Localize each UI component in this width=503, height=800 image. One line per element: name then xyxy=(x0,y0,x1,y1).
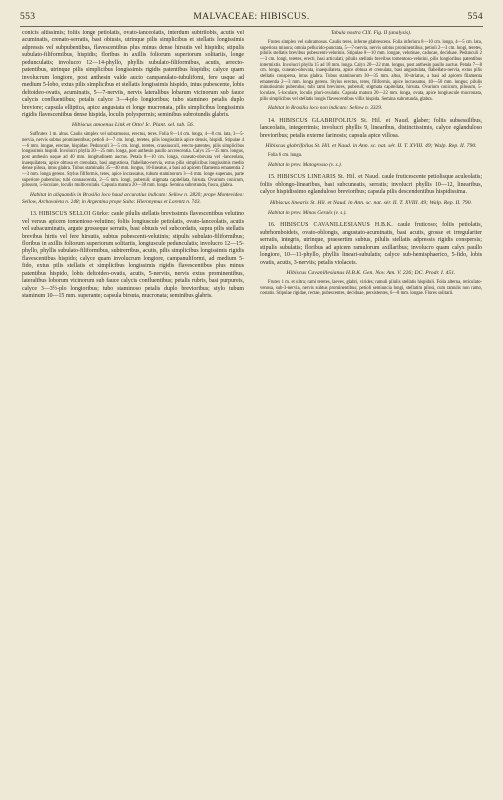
habitat-note: Habitat in prov. Minas Geraës (v. s.). xyxy=(268,209,347,216)
species-entry xyxy=(260,174,482,196)
description-paragraph: Frutex 1 m. et ultra; rami teretes, laeves, glabri, virides; ramuli pilulis stellatis hispiduli. Folia alterna, reticulato-venosa, sub-3-nervia, nervis subtus prominentibus; petioli semiuncia longi, stellatim pilosi, cum ramulis non ramo, costatis. Stipulae rigidae, rectae, pubescentes, deciduae, persistentes, 6—8 mm. longae. Flores solitarii. xyxy=(260,280,482,297)
species-entry xyxy=(260,222,482,267)
habitat-note: Habitat in aliquandis in Brasilia loco haud accuratius indicato: Sellow n. 2820; prope Montevideo: Sellow, Archavaleta n. 248; in Argentina prope Salta: Hieronymus et Lorentz n. 743. xyxy=(22,192,244,205)
species-entry xyxy=(260,118,482,140)
running-header xyxy=(20,12,483,26)
habitat-note: Habitat in prov. Matogrosso (v. s.). xyxy=(268,161,343,168)
species-number: 15. xyxy=(268,174,276,181)
species-number: 16. xyxy=(268,222,276,229)
species-name: HIBISCUS SELLOI Gürke: xyxy=(38,211,110,218)
plate-caption: Tabula nostra CIX. Fig. II (analysis). xyxy=(330,30,412,36)
habitat-note: Habitat in Brasilia loco non indicato: Sellow n. 3329. xyxy=(268,105,383,112)
synonym-citation: Hibiscus linearis St. Hil. et Naud. in Ann. sc. nat. sér. II. T. XVIII. 49; Walp. Rep. II. 790. xyxy=(269,199,473,206)
species-entry xyxy=(22,211,244,300)
description-paragraph: Folia 6 cm. longa. xyxy=(268,153,302,159)
species-name: HIBISCUS GLABRIFOLIUS St. Hil. et Naud. xyxy=(279,117,410,124)
synonym-citation: Hibiscus Cavanillesianus H.B.K. Gen. Nov. Am. V. 226; DC. Prodr. I. 451. xyxy=(286,270,456,277)
synonym-citation: Hibiscus amoenus Link et Otto! Ic. Plant. sel. tab. 56. xyxy=(71,122,195,129)
left-column xyxy=(22,30,244,782)
diagnosis-paragraph: conicis altissimis; foliis longe petiolatis, ovato-lanceolatis, interdum subtrilobis, acutis vel acuminatis, crenato-serratis, basi obtusis, utrinque pilis simplicibus et stellatis longissimis adpressis vel subpubentibus, flavescentibus plus minus dense hirsutis vel hispidis; stipulis subulato-filiformibus, hispidis; floribus in axillis foliorum superiorum solitariis, longe pedunculatis; involucro 12—14-phyllo, phyllis subulato-filiformibus, acutis, arrecto-patentibus, utrinque pilis simplicibus longissimis rigidis patentibus hispidis; calyce quam involucrum longiore, post anthesin valde aucto campanulato-tubulifomi, fere usque ad medium 5-lobo, extus pilis simplicibus et stellatis longissimis hispido, intus pubescente, lobis deltoideo-ovatis, acuminatis, 5—7-nerviis, nervis lateralibus lobarum vicinorum sub fauce calycis confluentibus; petalis calyce 3—4-plo longioribus; tubo stamineo petalis duplo breviore; capsula elliptica, apice angustata et longe mucronata, pilis simplicibus longissimis rigidis flavescentibus dense hispida, loculis polyspermis; seminibus subrotundis glabris. xyxy=(22,30,244,118)
species-number: 13. xyxy=(30,211,38,218)
header-rule xyxy=(20,26,483,27)
page-number-right: 554 xyxy=(467,12,483,22)
page-number-left: 553 xyxy=(20,12,36,22)
right-column xyxy=(260,30,482,782)
species-diagnosis: caule fruticoso; foliis petiolatis, subrhomboideis, ovato-oblongis, angustato-acuminatis, basi acutis, grosse et irregulariter serratis, integris, utrinque, praesertim subtus, pilulis stellatis adpressis rigidis conspersis; stipulis subulatis; floribus ad apicem ramulorum axillaribus; involucro quam calyx paullo longiore, 10—11-phyllo, phyllis lineari-subulatis; calyce sub-hemisphaerico, 5-fido, lobis ovatis, acutis, 3-nerviis; petalis violaceis. xyxy=(260,222,482,266)
species-number: 14. xyxy=(268,117,276,124)
description-paragraph: Suffrutex 1 m. altus. Caulis simplex vel subramosus, erectus, teres. Folia 8—14 cm. longa, 4—8 cm. lata, 3—5-nervia, nervis subtus prominentibus; petioli 4—7 cm. longi, teretes, pilis longissimis apice densis, hispidi. Stipulae 4—6 mm. longae, erectae, hispidae. Pedunculi 3—5 cm. longi, teretes, crassiusculi, erecto-patentes, pilis simplicibus longissimis hispidi. Involucri phylla 20—25 mm. longa, post anthesin paullo accrescentia. Calyx 25—35 mm. longus, post anthesin usque ad 40 mm. longitudinem auctus. Petala 8—10 cm. longa, cuneato-obovata vel -lanceolata, inaequilatera, apice obtusa et crenulata, basi angustiora, flabellato-nervia, extus pilis simplicibus longissimis medio dense pilosa, intus glabra. Tubus staminalis 35—40 mm. longus, 10-lineatus, a basi ad apicem filamenta emanentia 2—3 mm. longa gerens. Stylus filiformis, teres, apice incrassatus, tubum staminorum 3—4 mm. longe superans, parte superiore puberulus; tubi connascentia, 2—5 mm. longi, puberuli; stigmata capitellata, hirsuta. Ovarium conicum, pilosum, 5-loculare, loculis multiovulatis. Capsula matura 20—30 mm. longa. Semina subrotunda, fusca, glabra. xyxy=(22,132,244,189)
species-name: HIBISCUS LINEARIS St. Hil. et Naud. xyxy=(277,174,381,181)
running-title: MALVACEAE: HIBISCUS. xyxy=(193,12,310,22)
species-diagnosis: caule fruticescente petiolisque aculeolatis; foliis oblongo-linearibus, basi subcuneatis, serratis; involucri phyllis 10—12, linearibus, calyce hispidissimo eglandulosо brevioribus; capsula pilis descendentibus hispidissima. xyxy=(260,174,482,196)
description-paragraph: Frutex simplex vel subramosus. Caulis teres, inferne glabrescens. Folia inferiora 8—10 cm. longa, 4—5 cm. lata, superiora minora; omnia pellucido-punctata, 5—7-nervia, nervis subtus prominentibus; petioli 2—3 cm. longi, teretes, pilulis stellatis brevibus pubescenti-velutinis. Stipulae 8—10 mm. longae, velutinae, caducae, deciduae. Pedunculi 2—3 cm. longi, teretes, erecti, basi articulati, pilulis stellatis brevibus tomentoso-velutini, pilis longioribus patentibus intermixtis. Involucri phylla 15 ad 18 mm. longa. Calyx 20—22 mm. longus, post anthesin paullo auctus. Petala 7—8 cm. longa, cuneato-obovata, inaequilatera, apice obtusa et crenulata, basi angustulata, flabellato-nervia, extus pilis stellatis conspersa, intus glabra. Tubus staminorum 30—35 mm. altus, 10-striatus, a basi ad apicem filamenta emanentia 2—3 mm. longa gerens. Stylus erectus, teres, filiformis, apice incrassatus, 40—50 mm. longus; pilulis minutissimis puberulus; tubi rami breviores, puberuli; stigmata capitellata, hirsuta. Ovarium conicum, pilosum, 5-loculare, 5-loculare, loculis pluri-ovulatis. Capsula matura 20—22 mm. longa, ovata, apice longiuscule mucronata, pilis simplicibus vel stellatis longis flavescentibus villis hispida. Semina subrotunda, glabra. xyxy=(260,40,482,102)
species-diagnosis: caule pilulis stellatis brevissimis flavescentibus velutino vel versus apicem tomentoso-velutino; foliis longiuscule petiolatis, ovato-lanceolatis, acutis vel subacuminatis, argute grosseque serratis, basi obtusis vel subcordatis, supra pilis stellatis brevibus hirtis vel fere hirsutis, subtus pubescenti-velutinis; stipulis subulato-filiformibus; floribus in axillis foliorum superiorum solitariis, longiuscule pedunculatis; involucro 12—15-phyllo, phyllis subulato-filiformibus, subtrerribus, acutis, pilis simplicibus longissimis rigidis flavescentibus hispido; calyce quam involucrum longiore, campanuliformi, ad medium 5-fido, extus pilis stellatis et simplicibus longissimis rigidis flavescentibus plus minus patentibus hispido, lobis deltoideo-ovatis, acutis, 5-nerviis, nervis extus prominentibus, lateralibus loborum vicinorum sub fauce calycis confluentibus; petalis rubris, basi purpureis, calyce 3—3½-plo longioribus; tubo staminoso petalis duplo brevioribus; stylo tubum staminum 10—15 mm. superante; capsula birsuta, mucronata; seminibus glabris. xyxy=(22,211,244,300)
synonym-citation: Hibiscus glabrifolius St. Hil. et Naud. in Ann. sc. nat. sér. II. T. XVIII. 49; Walp. Rep. II. 790. xyxy=(265,143,477,150)
species-name: HIBISCUS CAVANILLESIANUS H.B.K. xyxy=(280,222,393,229)
species-diagnosis: glaber; foliis subsessilibus, lanceolatis, integerrimis; involucri phyllis 9, linearibus, distinctissimis, calyce eglandulosо brevioribus; petalis externe farinosis; capsula apice villosa. xyxy=(260,117,482,139)
